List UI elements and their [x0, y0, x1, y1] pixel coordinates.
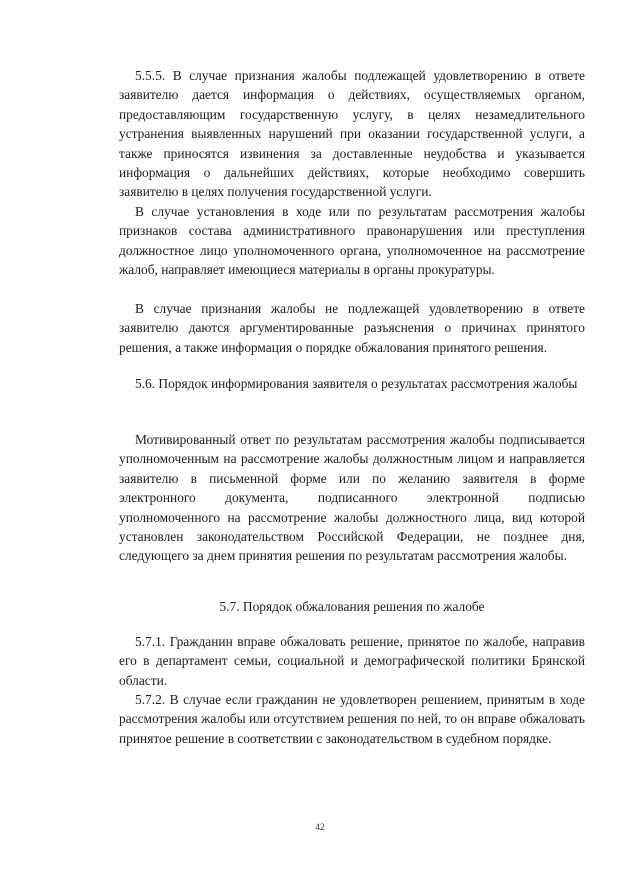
paragraph-complaint-rejected: В случае признания жалобы не подлежащей удовлетворению в ответе заявителю даются аргументированные разъяснения о причинах принятого решения, а также информация о порядке обжалования принятого решения.: [119, 301, 585, 355]
paragraph-motivated-answer: Мотивированный ответ по результатам рассмотрения жалобы подписывается уполномоченным на рассмотрение жалобы должностным лицом и направляется заявителю в письменной форме или по желанию заявителя в форме электронного документа, подписанного электронной подписью уполномоченного на рассмотрение жалобы должностного лица, вид которой установлен законодательством Российской Федерации, не позднее дня, следующего за днем принятия решения по результатам рассмотрения жалобы.: [119, 432, 585, 564]
paragraph-5-7-1: 5.7.1. Гражданин вправе обжаловать решение, принятое по жалобе, направив его в департамент семьи, социальной и демографической политики Брянской области.: [119, 634, 585, 688]
section-heading-5-7: 5.7. Порядок обжалования решения по жалобе: [219, 599, 485, 614]
section-heading-5-6: 5.6. Порядок информирования заявителя о результатах рассмотрения жалобы: [135, 376, 578, 391]
paragraph-5-7-2: 5.7.2. В случае если гражданин не удовлетворен решением, принятым в ходе рассмотрения жалобы или отсутствием решения по ней, то он вправе обжаловать принятое решение в соответствии с законодательством в судебном порядке.: [119, 692, 585, 746]
page-number: 42: [315, 823, 325, 833]
paragraph-violation-detected: В случае установления в ходе или по результатам рассмотрения жалобы признаков состава административного правонарушения или преступления должностное лицо уполномоченного органа, уполномоченное на рассмотрение жалоб, направляет имеющиеся материалы в органы прокуратуры.: [119, 204, 585, 278]
paragraph-5-5-5: 5.5.5. В случае признания жалобы подлежащей удовлетворению в ответе заявителю дается информация о действиях, осуществляемых органом, предоставляющим государственную услугу, в целях незамедлительного устранения выявленных нарушений при оказании государственной услуги, а также приносятся извинения за доставленные неудобства и указывается информация о дальнейших действиях, которые необходимо совершить заявителю в целях получения государственной услуги.: [119, 68, 585, 200]
